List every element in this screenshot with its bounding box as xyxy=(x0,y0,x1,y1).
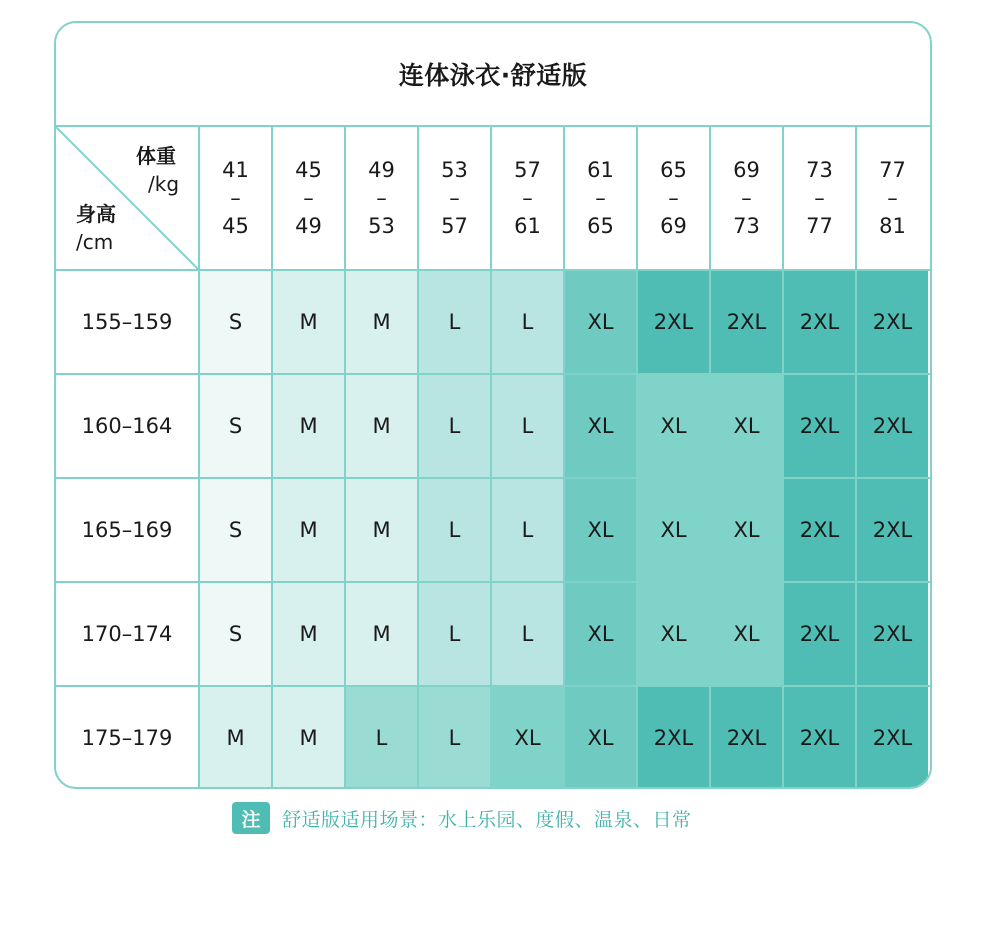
column-divider xyxy=(855,127,857,787)
weight-range-header xyxy=(419,127,490,269)
height-unit: /cm xyxy=(76,230,114,254)
weight-range-header xyxy=(200,127,271,269)
weight-to: 73 xyxy=(733,214,760,238)
column-divider xyxy=(563,127,565,787)
size-cell: L xyxy=(419,687,490,789)
weight-from: 61 xyxy=(587,158,614,182)
size-cell: XL xyxy=(638,583,709,685)
size-cell: S xyxy=(200,479,271,581)
column-divider xyxy=(636,127,638,787)
size-cell: 2XL xyxy=(857,583,928,685)
size-cell: L xyxy=(492,479,563,581)
height-range-label: 170–174 xyxy=(81,622,173,646)
weight-from: 53 xyxy=(441,158,468,182)
weight-from: 77 xyxy=(879,158,906,182)
size-cell: M xyxy=(346,479,417,581)
size-cell: L xyxy=(492,271,563,373)
column-divider xyxy=(490,127,492,787)
size-cell: L xyxy=(419,271,490,373)
weight-unit: /kg xyxy=(148,172,180,196)
size-cell: XL xyxy=(565,375,636,477)
size-cell: 2XL xyxy=(857,479,928,581)
size-cell: M xyxy=(346,375,417,477)
chart-title: 连体泳衣·舒适版 xyxy=(398,61,588,90)
column-divider xyxy=(709,127,711,787)
weight-range-header xyxy=(273,127,344,269)
size-cell: M xyxy=(346,583,417,685)
size-cell: 2XL xyxy=(857,375,928,477)
size-cell: M xyxy=(346,271,417,373)
column-divider xyxy=(271,127,273,787)
size-cell: XL xyxy=(711,479,782,581)
size-cell: XL xyxy=(565,583,636,685)
size-cell: 2XL xyxy=(784,375,855,477)
weight-dash: – xyxy=(230,186,241,210)
size-cell: XL xyxy=(638,479,709,581)
column-divider xyxy=(417,127,419,787)
height-range-label: 165–169 xyxy=(81,518,173,542)
height-range-label: 175–179 xyxy=(81,726,173,750)
size-cell: XL xyxy=(638,375,709,477)
weight-to: 65 xyxy=(587,214,614,238)
height-label: 身高 xyxy=(76,202,116,226)
weight-dash: – xyxy=(595,186,606,210)
size-cell: L xyxy=(492,583,563,685)
size-cell: 2XL xyxy=(784,687,855,789)
weight-from: 41 xyxy=(222,158,249,182)
size-cell: XL xyxy=(492,687,563,789)
height-range-label: 155–159 xyxy=(81,310,173,334)
size-cell: XL xyxy=(565,687,636,789)
column-divider xyxy=(198,127,200,787)
size-cell: 2XL xyxy=(711,271,782,373)
size-cell: 2XL xyxy=(784,479,855,581)
weight-from: 69 xyxy=(733,158,760,182)
weight-from: 45 xyxy=(295,158,322,182)
corner-header xyxy=(56,127,198,269)
weight-range-header xyxy=(711,127,782,269)
weight-to: 57 xyxy=(441,214,468,238)
height-range-label: 160–164 xyxy=(81,414,173,438)
size-cell: 2XL xyxy=(784,583,855,685)
weight-to: 69 xyxy=(660,214,687,238)
column-divider xyxy=(782,127,784,787)
size-cell: XL xyxy=(711,375,782,477)
size-cell: 2XL xyxy=(638,271,709,373)
size-cell: M xyxy=(273,583,344,685)
size-cell: L xyxy=(419,375,490,477)
size-cell: S xyxy=(200,271,271,373)
size-cell: 2XL xyxy=(857,271,928,373)
weight-from: 73 xyxy=(806,158,833,182)
weight-from: 57 xyxy=(514,158,541,182)
weight-dash: – xyxy=(303,186,314,210)
size-cell: XL xyxy=(565,271,636,373)
usage-note xyxy=(232,801,692,835)
size-cell: 2XL xyxy=(711,687,782,789)
size-cell: S xyxy=(200,375,271,477)
weight-range-header xyxy=(857,127,928,269)
weight-dash: – xyxy=(668,186,679,210)
weight-dash: – xyxy=(449,186,460,210)
weight-to: 45 xyxy=(222,214,249,238)
weight-from: 49 xyxy=(368,158,395,182)
column-divider xyxy=(344,127,346,787)
weight-label: 体重 xyxy=(136,144,176,168)
note-text: 舒适版适用场景：水上乐园、度假、温泉、日常 xyxy=(282,808,692,831)
size-cell: L xyxy=(492,375,563,477)
weight-to: 61 xyxy=(514,214,541,238)
size-cell: 2XL xyxy=(857,687,928,789)
size-cell: M xyxy=(273,479,344,581)
size-cell: M xyxy=(273,687,344,789)
weight-range-header xyxy=(492,127,563,269)
note-badge: 注 xyxy=(232,802,270,834)
weight-dash: – xyxy=(814,186,825,210)
weight-to: 81 xyxy=(879,214,906,238)
weight-range-header xyxy=(346,127,417,269)
size-cell: L xyxy=(419,583,490,685)
weight-dash: – xyxy=(522,186,533,210)
size-cell: M xyxy=(273,375,344,477)
weight-range-header xyxy=(784,127,855,269)
size-cell: XL xyxy=(711,583,782,685)
weight-to: 53 xyxy=(368,214,395,238)
size-cell: M xyxy=(273,271,344,373)
size-cell: M xyxy=(200,687,271,789)
weight-dash: – xyxy=(741,186,752,210)
size-cell: L xyxy=(419,479,490,581)
size-cell: 2XL xyxy=(638,687,709,789)
weight-range-header xyxy=(638,127,709,269)
weight-dash: – xyxy=(376,186,387,210)
size-cell: XL xyxy=(565,479,636,581)
weight-to: 49 xyxy=(295,214,322,238)
weight-dash: – xyxy=(887,186,898,210)
size-cell: 2XL xyxy=(784,271,855,373)
size-cell: S xyxy=(200,583,271,685)
size-cell: L xyxy=(346,687,417,789)
weight-from: 65 xyxy=(660,158,687,182)
weight-range-header xyxy=(565,127,636,269)
size-chart-card xyxy=(54,21,932,789)
weight-to: 77 xyxy=(806,214,833,238)
